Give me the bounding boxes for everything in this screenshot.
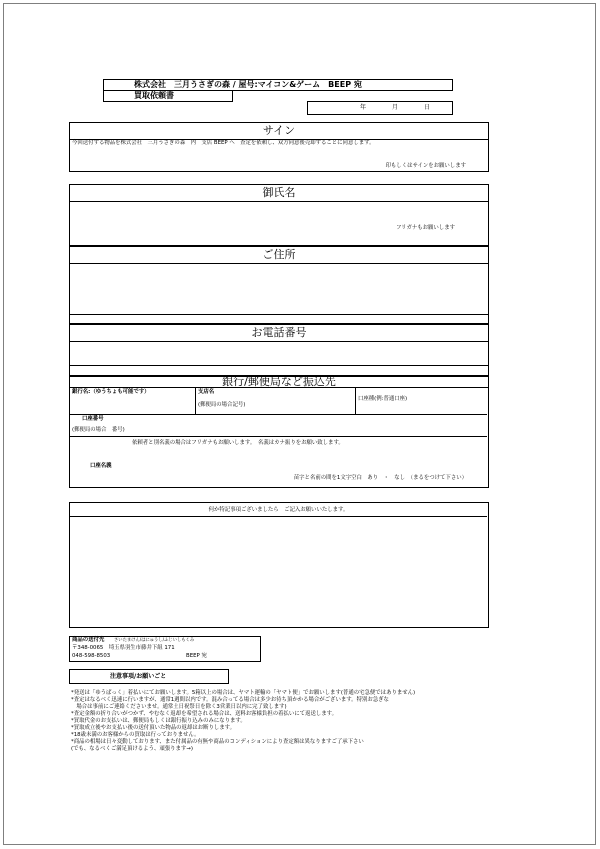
- account-number-field[interactable]: [70, 415, 487, 437]
- bank-row-1: [70, 388, 487, 415]
- name-title: 御氏名: [70, 185, 488, 202]
- account-holder-field[interactable]: [70, 437, 487, 485]
- account-type-field[interactable]: [356, 388, 487, 414]
- address-section: [69, 246, 489, 324]
- note-line: *買取代金のお支払いは、郵便局もしくは銀行振り込みのみになります。: [71, 718, 246, 724]
- divider: [70, 365, 488, 366]
- branch-label: 支店名: [198, 389, 215, 395]
- ship-to-label: 商品の送付先: [72, 637, 105, 643]
- company-name: 株式会社 三月うさぎの森 / 屋号:マイコン&ゲーム BEEP 宛: [134, 80, 362, 89]
- form-title: 買取依頼書: [134, 91, 174, 100]
- account-number-sub-label: (郵便局の場合 番号): [72, 427, 125, 433]
- note-line: (でも、なるべくご満足頂けるよう、頑張ります→): [71, 746, 193, 752]
- phone-section: [69, 324, 489, 376]
- account-number-label: 口座番号: [82, 416, 104, 422]
- branch-field[interactable]: [196, 388, 356, 414]
- space-note: 苗字と名前の間を1文字空白 あり ・ なし （まるをつけて下さい）: [293, 475, 467, 481]
- sign-section: [69, 122, 489, 172]
- bank-name-field[interactable]: [70, 388, 196, 414]
- sign-note: 印もしくはサインをお願いします: [385, 163, 466, 169]
- ship-to-postal: 〒348-0065 埼玉県羽生市藤井下組 171: [72, 645, 175, 651]
- address-title: ご住所: [70, 247, 488, 264]
- bank-title: 銀行/郵便局など振込先: [70, 377, 488, 388]
- bank-name-label: 銀行名:（ゆうちょも可能です）: [72, 389, 150, 395]
- form-title-box: [103, 90, 233, 102]
- account-type-label: 口座種(例:普通口座): [358, 396, 408, 402]
- ship-to-phone: 048-598-8503: [72, 653, 111, 659]
- notes-title-box: [69, 669, 229, 684]
- notes-title: 注意事項/お願いごと: [110, 673, 167, 680]
- notes-list: [71, 690, 491, 753]
- note-line: *商品の相場は日々変動しております、また付属品の有無や商品のコンディションにより査定額は異なりますご了承下さい: [71, 739, 364, 745]
- note-line: *発送は「ゆうぱっく」着払いにてお願いします。5箱以上の場合は、ヤマト運輸の「ヤマト便」でお願いします(普通の宅急便ではありません): [71, 690, 416, 696]
- remarks-title: 何か特記事項ございましたら ご記入お願いいたします。: [70, 503, 487, 517]
- note-line: *18歳未満のお客様からの買取は行っておりません。: [71, 732, 200, 738]
- sign-statement: 今回送付する物品を株式会社 三月うさぎの森 内 支店 BEEP へ 査定を依頼し、双方同意後売却することに同意します。: [72, 140, 375, 146]
- date-day-label: 日: [424, 104, 431, 111]
- ship-to-box: [69, 636, 261, 662]
- note-line: *査定はなるべく迅速に行いますが、通常1週間以内です。混み合ってる場合は多少お待ち頂かかる場合がございます。特別お急ぎな: [71, 697, 389, 703]
- ship-to-recipient: BEEP 宛: [186, 653, 207, 659]
- branch-sub-label: (郵便局の場合記号): [198, 402, 246, 408]
- name-section: [69, 184, 489, 246]
- kana-note: 依頼者と別名義の場合はフリガナもお願いします。 名義はカナ振りをお願い致します。: [132, 440, 344, 446]
- remarks-field[interactable]: [70, 518, 487, 625]
- phone-field[interactable]: [70, 342, 487, 366]
- sign-title: サイン: [70, 123, 488, 140]
- date-year-label: 年: [360, 104, 367, 111]
- name-field[interactable]: [70, 202, 487, 244]
- date-field[interactable]: [307, 101, 453, 115]
- name-note: フリガナもお願いします: [395, 225, 455, 231]
- ship-to-kana: さいたまけん/はにゅうし/ふじいしもくみ: [114, 638, 195, 643]
- bank-section: [69, 376, 489, 488]
- address-field[interactable]: [70, 264, 487, 316]
- note-line: *査定金額の折り合いがつかず、やむなく返却を希望される場合は、送料お客様負担の着払いにて返送します。: [71, 711, 337, 717]
- divider: [70, 314, 488, 315]
- note-line: *買取成立後やお支払い後の送付頂いた物品の返却はお断りします。: [71, 725, 235, 731]
- note-line: 場合は事前にご連絡くださいませ。通常土日祝祭日を除く3営業日以内に完了致します): [71, 704, 287, 710]
- account-holder-label: 口座名義: [90, 463, 112, 469]
- date-month-label: 月: [392, 104, 399, 111]
- remarks-section: [69, 502, 489, 628]
- phone-title: お電話番号: [70, 325, 488, 342]
